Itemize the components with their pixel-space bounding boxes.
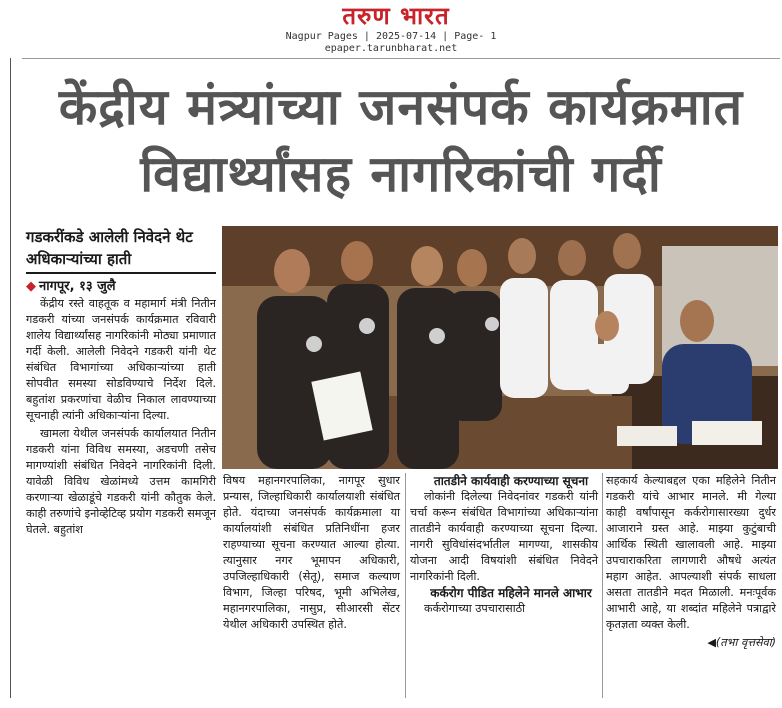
column-divider: [405, 473, 406, 698]
column-2-heading: तातडीने कार्यवाही करण्याच्या सूचना: [433, 474, 589, 488]
news-photo: [222, 226, 778, 469]
dateline: [26, 278, 216, 296]
masthead: [0, 0, 782, 62]
left-column: [26, 226, 216, 704]
subheading: गडकरींकडे आलेली निवेदने थेट अधिकाऱ्यांच्या हाती: [26, 228, 193, 268]
column-1-text: विषय महानगरपालिका, नागपूर सुधार प्रन्यास, जिल्हाधिकारी कार्यालयाशी संबंधित होते. यंदाच्या जनसंपर्क कार्यक्रमाला या कार्यालयांशी संबंधित प्रतिनिधींना हजर राहण्याच्या सूचना करण्यात आल्या होत्या. त्यानुसार नगर भूमापन अधिकारी, उपजिल्हाधिकारी (सेतू), समाज कल्याण विभाग, जिल्हा परिषद, भूमी अभिलेख, महानगरपालिका, नासुप्र, सीआरसी सेंटर येथील अधिकारी उपस्थित होते.: [223, 474, 400, 631]
masthead-rule: [22, 58, 780, 59]
body-paragraph: केंद्रीय रस्ते वाहतूक व महामार्ग मंत्री नितीन गडकरी यांच्या जनसंपर्क कार्यक्रमात रविवारी शालेय विद्यार्थ्यांसह नागरिकांनी मोठ्या प्रमाणात गर्दी केली. आलेली निवेदने गडकरी यांनी थेट संबंधित विभागांच्या अधिकाऱ्यांच्या हाती सोपवीत समस्या सोडविण्याचे निर्देश दिले. बहुतांश प्रकरणांचा वेळीच निकाल लावण्याच्या सूचनाही त्यांनी अधिकाऱ्यांना दिल्या.: [26, 297, 216, 422]
headline-line-1: केंद्रीय मंत्र्यांच्या जनसंपर्क कार्यक्रमात: [58, 78, 744, 136]
site-url: epaper.tarunbharat.net: [324, 43, 458, 54]
edition-meta: Nagpur Pages | 2025-07-14 | Page- 1: [285, 31, 497, 42]
body-column-1: [223, 473, 400, 633]
column-2-text: लोकांनी दिलेल्या निवेदनांवर गडकरी यांनी चर्चा करून संबंधित विभागांच्या अधिकाऱ्यांना तातडीने कार्यवाही करण्याच्या सूचना दिल्या. नागरी सुविधांसंदर्भातील मागण्या, शासकीय योजना आदी विषयांशी संबंधित निवेदने नागरिकांनी दिली.: [410, 490, 598, 583]
news-credit: ◀(तभा वृत्तसेवा): [707, 636, 776, 649]
body-column-3: [606, 473, 776, 651]
body-column-2: [410, 473, 598, 617]
column-3-text: सहकार्य केल्याबद्दल एका महिलेने नितीन गडकरी यांचे आभार मानले. मी गेल्या काही वर्षांपासून कर्करोगासारख्या दुर्धर आजाराने ग्रस्त आहे. माझ्या कुटुंबाची आर्थिक स्थिती खालावली आहे. माझ्या उपचाराकरिता लागणारी औषधे अत्यंत महाग आहेत. आपल्याशी संपर्क साधला असता तातडीने मदत मिळाली. मनःपूर्वक आभारी आहे, या शब्दांत महिलेने पत्राद्वारे कृतज्ञता व्यक्त केली.: [606, 474, 776, 631]
logo-text: तरुण भारत: [342, 1, 450, 30]
photo-illustration: [222, 226, 778, 469]
left-margin-rule: [10, 58, 11, 698]
column-2-heading-2: कर्करोग पीडित महिलेने मानले आभार: [430, 586, 592, 600]
column-divider: [602, 473, 603, 698]
headline-line-2: विद्यार्थ्यांसह नागरिकांची गर्दी: [140, 145, 662, 203]
diamond-icon: ◆: [26, 279, 36, 294]
subheading-rule: [26, 272, 216, 274]
newspaper-logo: [316, 2, 476, 30]
column-2-text-2: कर्करोगाच्या उपचारासाठी: [424, 602, 526, 615]
body-paragraph: खामला येथील जनसंपर्क कार्यालयात नितीन गडकरी यांना विविध समस्या, अडचणी तसेच मागण्यांशी संबंधित निवेदने नागरिकांनी दिली. यावेळी विविध खेळांमध्ये उत्तम कामगिरी करणाऱ्या खेळाडूंचे गडकरी यांनी कौतुक केले. काही तरुणांचे इनोव्हेटिव्ह प्रयोग गडकरी समजून घेतले. बहुतांश: [26, 427, 216, 536]
dateline-text: नागपूर, १३ जुलै: [39, 279, 116, 294]
